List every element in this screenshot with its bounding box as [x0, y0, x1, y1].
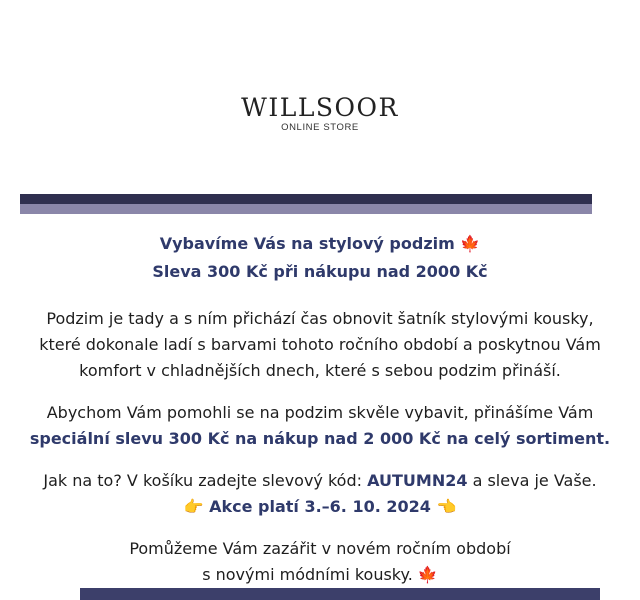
promo-banner[interactable] [80, 588, 600, 600]
divider-bar-dark [20, 194, 592, 204]
brand-logo[interactable] [0, 93, 640, 133]
paragraph-1-line-2: které dokonale ladí s barvami tohoto ročního období a poskytnou Vám [39, 335, 601, 354]
paragraph-4-line-1: Pomůžeme Vám zazářit v novém ročním období [129, 539, 511, 558]
brand-tagline: ONLINE STORE [281, 122, 359, 133]
headline-autumn: Vybavíme Vás na stylový podzim 🍁 [159, 234, 481, 253]
paragraph-1-line-3: komfort v chladnějších dnech, které s sebou podzim přináší. [79, 361, 561, 380]
paragraph-3-line-1: Jak na to? V košíku zadejte slevový kód: AUTUMN24 a sleva je Vaše. [43, 471, 597, 490]
validity-text: Akce platí 3.–6. 10. 2024 [209, 497, 431, 516]
brand-name: WILLSOOR [241, 93, 399, 122]
pointing-right-icon: 👉 [183, 497, 204, 516]
paragraph-2-highlight: speciální slevu 300 Kč na nákup nad 2 000 Kč na celý sortiment. [29, 429, 611, 448]
discount-code: AUTUMN24 [367, 471, 468, 490]
divider-bar-light [20, 204, 592, 214]
maple-leaf-icon: 🍁 [460, 234, 481, 253]
paragraph-4-line-2: s novými módními kousky. 🍁 [202, 565, 438, 584]
paragraph-1-line-1: Podzim je tady a s ním přichází čas obnovit šatník stylovými kousky, [46, 309, 594, 328]
pointing-left-icon: 👈 [436, 497, 457, 516]
paragraph-2-line-1: Abychom Vám pomohli se na podzim skvěle vybavit, přinášíme Vám [46, 403, 594, 422]
validity-line [0, 494, 640, 520]
maple-leaf-icon: 🍁 [417, 565, 438, 584]
email-header [0, 0, 640, 194]
email-body [0, 230, 640, 588]
headline-discount: Sleva 300 Kč při nákupu nad 2000 Kč [152, 262, 488, 281]
